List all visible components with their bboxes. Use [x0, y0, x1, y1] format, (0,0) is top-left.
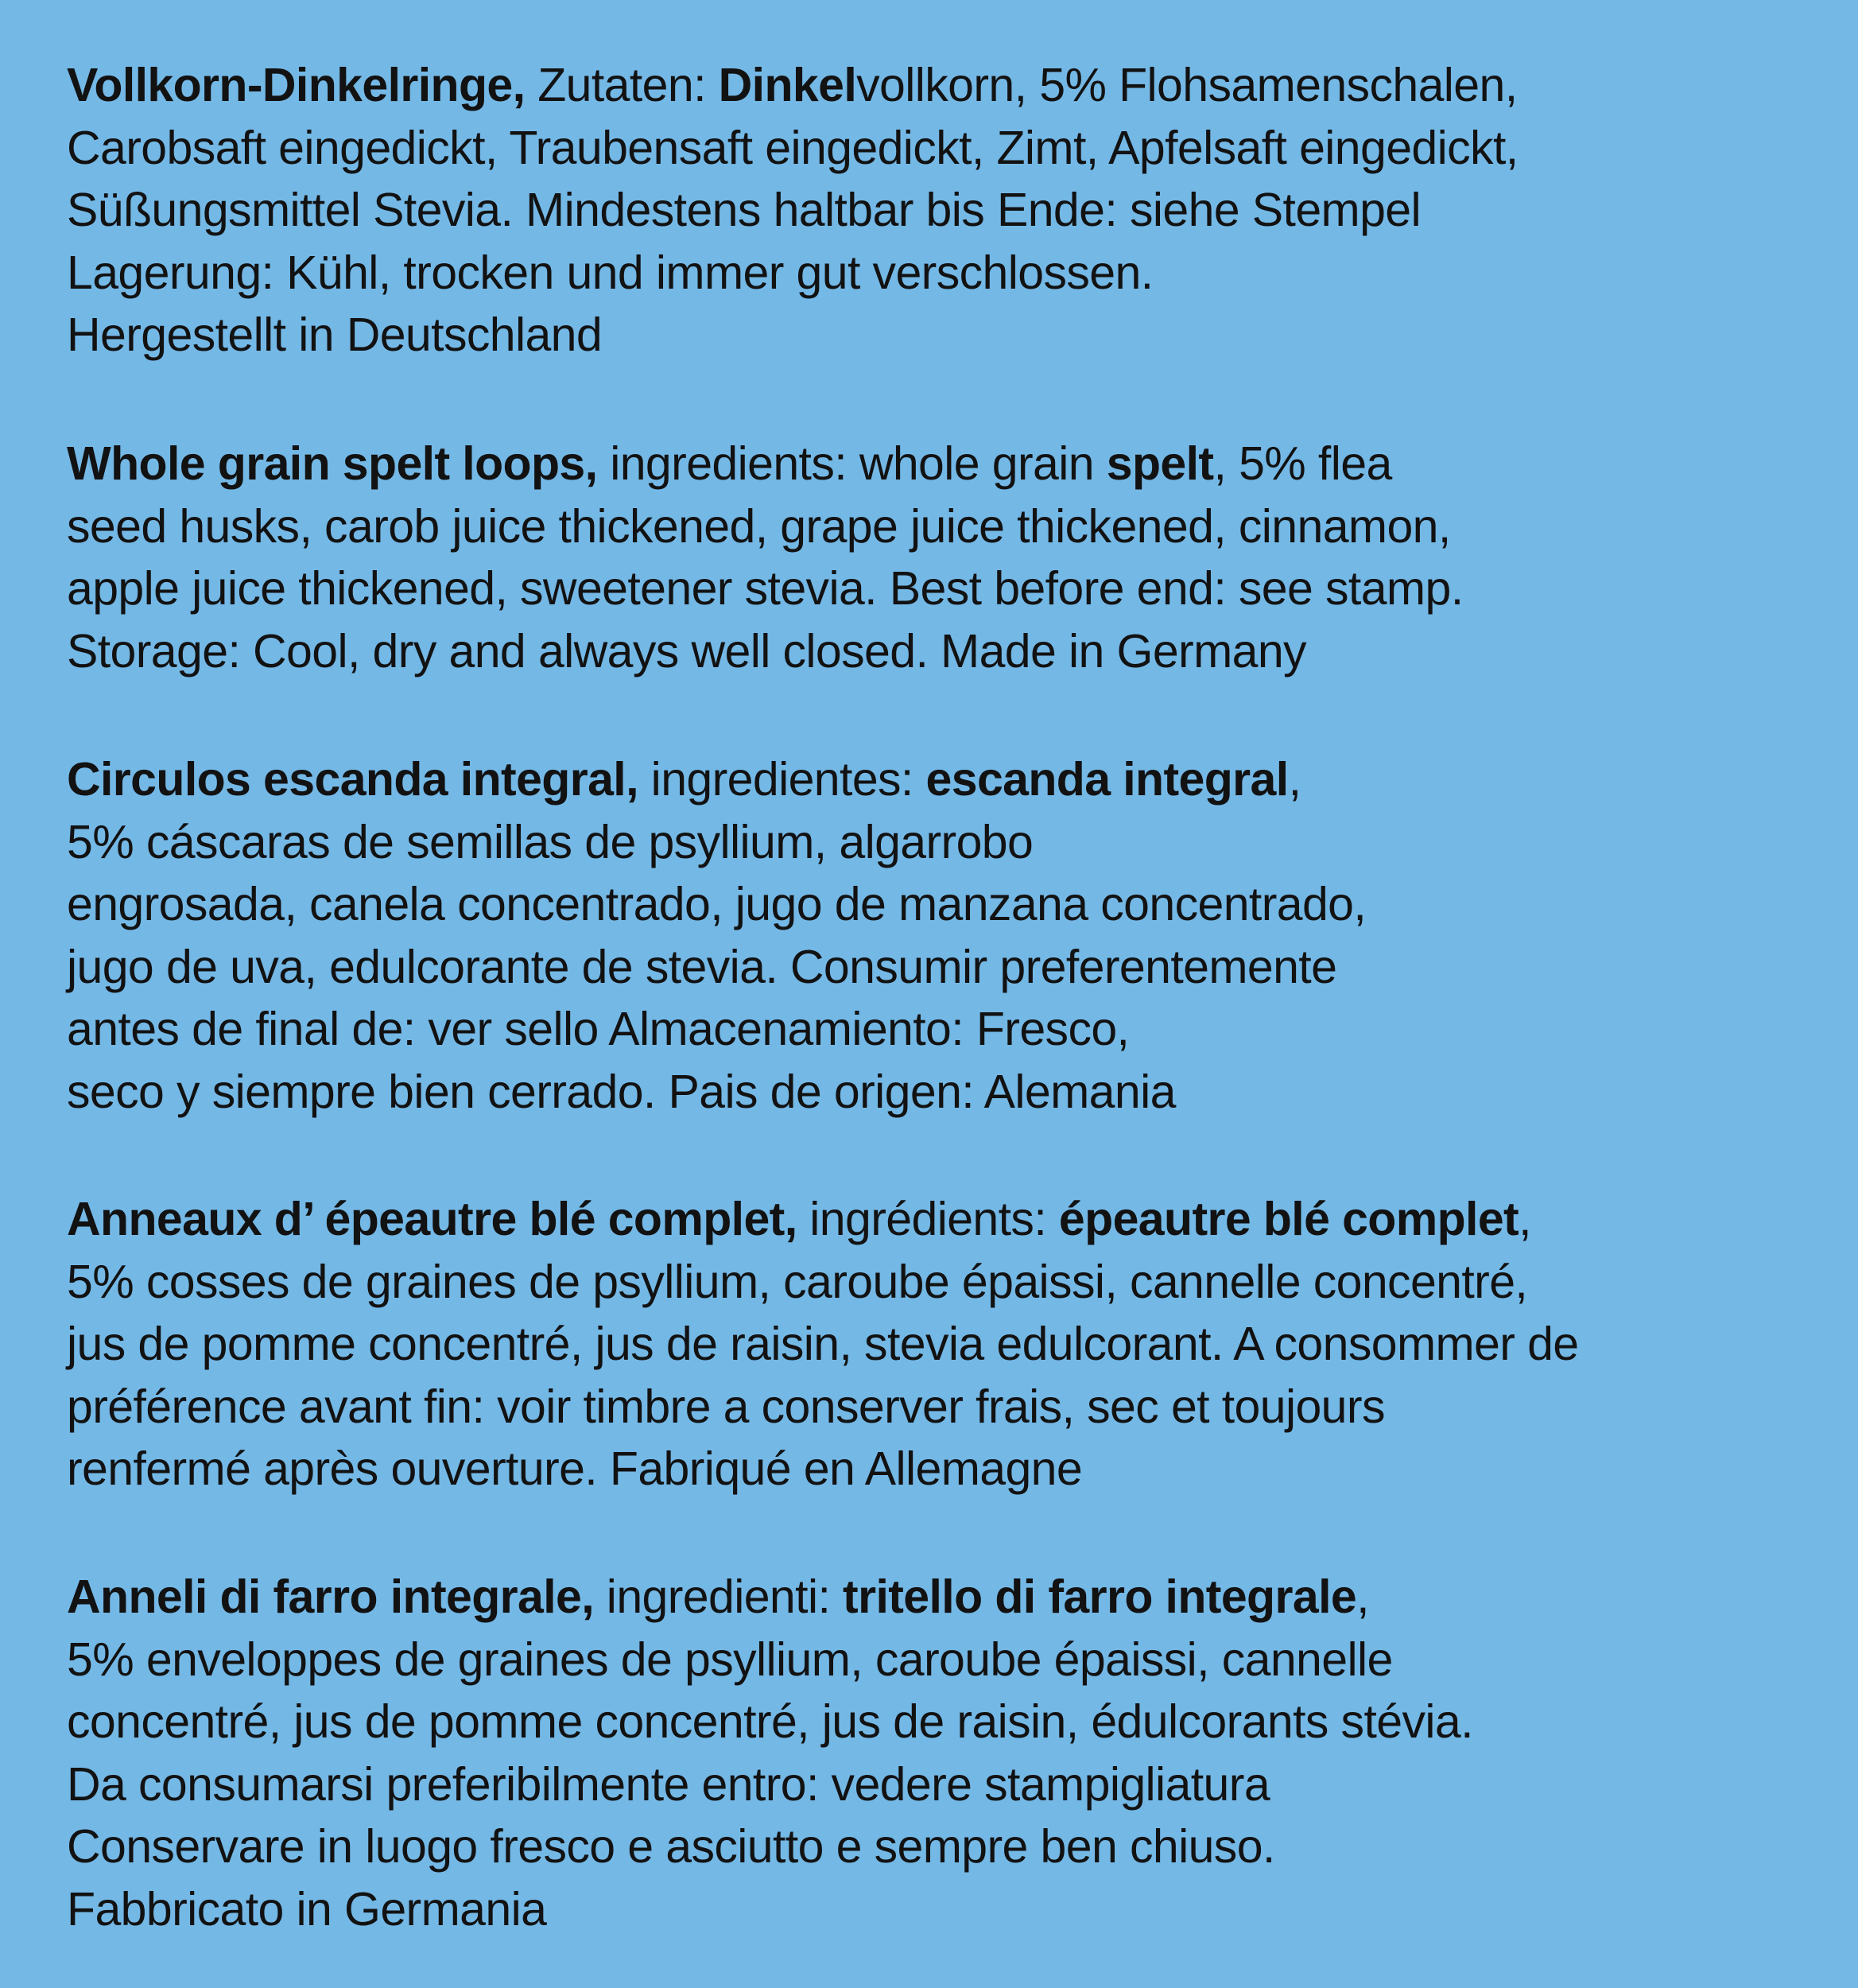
text-line	[67, 998, 1366, 1061]
text-line	[67, 54, 1519, 117]
bold-text-segment: épeautre blé complet	[1058, 1193, 1519, 1245]
text-segment: Fabbricato in Germania	[67, 1882, 547, 1936]
text-segment: ingredientes:	[638, 753, 926, 806]
text-line	[67, 242, 1519, 305]
text-line	[67, 1061, 1366, 1124]
text-line	[67, 179, 1519, 242]
bold-text-segment: Vollkorn-Dinkelringe,	[67, 59, 526, 111]
section-italian	[67, 1566, 1473, 1940]
section-german	[67, 54, 1519, 367]
text-segment: 5% cáscaras de semillas de psyllium, algarrobo	[67, 815, 1034, 868]
text-segment: seco y siempre bien cerrado. Pais de origen: Alemania	[67, 1065, 1176, 1118]
text-segment: ,	[1356, 1571, 1369, 1623]
text-line	[67, 1313, 1579, 1376]
text-line	[67, 620, 1463, 683]
text-segment: jus de pomme concentré, jus de raisin, stevia edulcorant. A consommer de	[67, 1318, 1579, 1370]
section-english	[67, 433, 1463, 682]
text-line	[67, 557, 1463, 620]
text-segment: vollkorn, 5% Flohsamenschalen,	[856, 59, 1518, 111]
text-segment: , 5% flea	[1213, 437, 1392, 490]
text-line	[67, 1438, 1579, 1501]
bold-text-segment: escanda integral	[925, 753, 1289, 806]
text-line	[67, 1753, 1473, 1816]
text-line	[67, 304, 1519, 367]
text-segment: seed husks, carob juice thickened, grape juice thickened, cinnamon,	[67, 499, 1451, 553]
text-line	[67, 1251, 1579, 1314]
bold-text-segment: tritello di farro integrale	[843, 1571, 1357, 1623]
text-line	[67, 433, 1463, 495]
text-segment: Storage: Cool, dry and always well closed. Made in Germany	[67, 624, 1306, 678]
text-line	[67, 1691, 1473, 1753]
text-segment: préférence avant fin: voir timbre a conserver frais, sec et toujours	[67, 1380, 1385, 1433]
bold-text-segment: spelt	[1106, 437, 1214, 490]
text-line	[67, 1376, 1579, 1439]
text-segment: ingredienti:	[594, 1571, 844, 1623]
text-line	[67, 873, 1366, 936]
text-segment: Da consumarsi preferibilmente entro: vedere stampigliatura	[67, 1757, 1270, 1811]
text-line	[67, 117, 1519, 180]
text-line	[67, 936, 1366, 999]
text-segment: ingredients: whole grain	[597, 437, 1107, 490]
text-segment: engrosada, canela concentrado, jugo de manzana concentrado,	[67, 878, 1367, 930]
text-segment: 5% cosses de graines de psyllium, caroube épaissi, cannelle concentré,	[67, 1255, 1528, 1308]
text-segment: apple juice thickened, sweetener stevia. Best before end: see stamp.	[67, 562, 1464, 615]
bold-text-segment: Anneaux d’ épeautre blé complet,	[67, 1193, 797, 1245]
section-spanish	[67, 748, 1366, 1123]
text-segment: jugo de uva, edulcorante de stevia. Consumir preferentemente	[67, 940, 1337, 993]
bold-text-segment: Dinkel	[718, 59, 857, 111]
text-segment: Zutaten:	[525, 59, 719, 111]
text-line	[67, 811, 1366, 874]
text-segment: renfermé après ouverture. Fabriqué en Allemagne	[67, 1442, 1083, 1495]
text-segment: concentré, jus de pomme concentré, jus de raisin, édulcorants stévia.	[67, 1695, 1473, 1748]
text-line	[67, 1188, 1579, 1251]
text-segment: antes de final de: ver sello Almacenamiento: Fresco,	[67, 1003, 1130, 1055]
text-line	[67, 495, 1463, 558]
text-segment: Carobsaft eingedickt, Traubensaft eingedickt, Zimt, Apfelsaft eingedickt,	[67, 121, 1519, 174]
text-segment: ,	[1288, 753, 1301, 806]
bold-text-segment: Anneli di farro integrale,	[67, 1571, 595, 1623]
text-segment: Süßungsmittel Stevia. Mindestens haltbar bis Ende: siehe Stempel	[67, 184, 1422, 236]
text-segment: Conservare in luogo fresco e asciutto e sempre ben chiuso.	[67, 1820, 1275, 1873]
text-segment: ,	[1519, 1193, 1531, 1245]
text-segment: 5% enveloppes de graines de psyllium, caroube épaissi, cannelle	[67, 1633, 1393, 1686]
text-segment: ingrédients:	[797, 1193, 1059, 1245]
text-line	[67, 1566, 1473, 1629]
text-segment: Lagerung: Kühl, trocken und immer gut verschlossen.	[67, 246, 1154, 299]
bold-text-segment: Whole grain spelt loops,	[67, 437, 598, 490]
text-line	[67, 1878, 1473, 1941]
section-french	[67, 1188, 1579, 1501]
text-segment: Hergestellt in Deutschland	[67, 309, 603, 361]
text-line	[67, 1629, 1473, 1691]
text-line	[67, 748, 1366, 811]
bold-text-segment: Circulos escanda integral,	[67, 753, 638, 806]
text-line	[67, 1815, 1473, 1878]
